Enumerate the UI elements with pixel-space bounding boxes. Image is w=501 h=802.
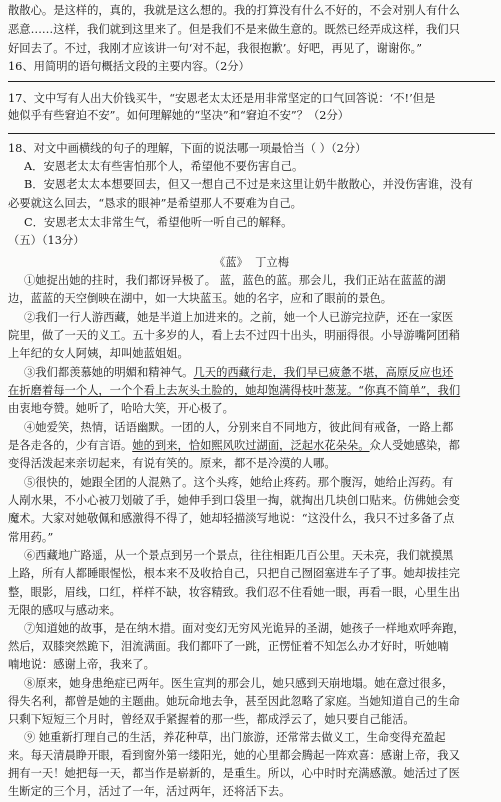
question-18-stem: 18、对文中画横线的句子的理解，下面的说法哪一项最恰当（ ）（2分） — [8, 142, 367, 155]
story-line-text: ③我们都羡慕她的明媚和精神气。 — [24, 366, 194, 379]
story-line: ⑨ 她重新打理自己的生活，养花种草，出门旅游，还常常去做义工，生命变得充盈起 — [24, 731, 446, 744]
underlined-sentence-cont: 在折磨着每一个人，一个个看上去灰头土脸的，她却饱满得枝叶葱茏。“你真不简单”，我们 — [8, 384, 461, 397]
story-title: 《蓝》 — [214, 256, 248, 269]
story-line — [8, 439, 495, 454]
story-line: 整，眼影，眉线，口红，样样不缺，妆容精致。我们忍不住看她一眼，再看一眼，心里生出 — [8, 586, 460, 599]
question-16: 16、用简明的语句概括文段的主要内容。（2分） — [8, 60, 250, 73]
story-line: 生断定的三个月，活过了一年，活过两年，还将活下去。 — [8, 785, 291, 798]
story-line: 来。每天清晨睁开眼，看到窗外第一缕阳光，她的心里都会腾起一阵欢喜：感谢上帝，我又 — [8, 749, 460, 762]
story-line: ④她爱笑，热情，话语幽默。一团的人，分别来自不同地方，彼此间有戒备，一路上都 — [24, 421, 454, 434]
question-17-line: 她似乎有些窘迫不安”。如何理解她的“坚决”和“窘迫不安”？（2分） — [8, 109, 350, 122]
section-heading: （五）（13分） — [8, 234, 85, 247]
story-line-text: 是各走各的，少有言语。 — [8, 439, 133, 452]
story-line: 得失名利，都曾是她的主题曲。她玩命地去争，甚至因此忽略了家庭。当她知道自己的生命 — [8, 695, 460, 708]
story-author: 丁立梅 — [255, 256, 289, 269]
story-line: 喃地说：感谢上帝，我来了。 — [8, 658, 155, 671]
story-line: 院里，做了一天的义工。五十多岁的人，看上去不过四十出头，明丽得很。小导游嘴阿团稍 — [8, 329, 460, 342]
passage-line: 恶意……这样，我们就到这里来了。但是我们不是来做生意的。既然已经弄成这样，我们只 — [8, 23, 460, 36]
story-line: 边，蓝蓝的天空倒映在湖中，如一大块蓝玉。她的名字，应和了眼前的景色。 — [8, 292, 393, 305]
story-heading — [8, 256, 495, 271]
story-line: 变得活泼起来亲切起来，有说有笑的。原来，都不是冷漠的人哪。 — [8, 457, 336, 470]
story-line: ①她捉出她的拄时，我们都讶异极了。 蓝，蓝色的蓝。那会儿，我们正站在蓝蓝的湖 — [24, 274, 446, 287]
story-line: 上年纪的女人阿姨，却叫她蓝姐姐。 — [8, 347, 189, 360]
story-line: 拥有一天！她把每一天，都当作是崭新的，是重生。所以，心中时时充满感激。她活过了医 — [8, 767, 460, 780]
story-line: 魔术。大家对她敬佩和感激得不得了，她却轻描淡写地说：“这没什么，我只不过多备了点 — [8, 512, 455, 525]
story-line: 上路，所有人都睡眼惺忪，根本来不及收拾自己，只把自己囫囵塞进车子了事。她却拔挂完 — [8, 567, 460, 580]
story-line: ⑥西藏地广路遥，从一个景点到另一个景点，往往相距几百公里。天未亮，我们就摸黑 — [24, 549, 454, 562]
option-c: C．安恩老太太非常生气，希望他听一听自己的解释。 — [24, 216, 293, 229]
passage-line: 好回去了。不过，我刚才应该讲一句‘对不起，我很抱歉’。好吧，再见了，谢谢你。” — [8, 42, 422, 55]
story-line: 由衷地夸赞。她听了，哈哈大笑，开心极了。 — [8, 402, 234, 415]
underlined-sentence: 几天的西藏行走，我们早已疲惫不堪，高原反应也还 — [193, 366, 454, 379]
story-line: ⑦知道她的故事，是在纳木措。面对变幻无穷风光诡异的圣湖，她孩子一样地欢呼奔跑， — [24, 622, 465, 635]
story-line — [24, 366, 495, 381]
option-a: A．安恩老太太有些害怕那个人，希望他不要伤害自己。 — [24, 160, 304, 173]
story-line: ⑤很快的，她跟全团的人混熟了。这个头疼，她给止疼药。那个腹泻，她给止泻药。有 — [24, 476, 454, 489]
story-line: 然后，双膝突然跪下，泪流满面。我们都吓了一跳，正愣怔着不知怎么办才好时，听她喃 — [8, 640, 449, 653]
story-line-text: 众人受她感染，都 — [369, 439, 460, 452]
story-line: 常用药。” — [8, 531, 54, 544]
underlined-sentence: 她的到来，恰如熙风吹过湖面，泛起水花朵朵。 — [132, 439, 370, 452]
story-line: ②我们一行人游西藏，她是半道上加进来的。之前，她一个人已游完拉萨，还在一家医 — [24, 311, 454, 324]
story-line: 无限的感叹与感动来。 — [8, 604, 121, 617]
story-line: 只剩下短短三个月时，曾经双手紧握着的那一些，都成浮云了，她只要自己能活。 — [8, 713, 415, 726]
story-line: 人剐水果，不小心被刀划破了手，她伸手到口袋里一掏，就掏出几块创口贴来。仿佛她会变 — [8, 494, 460, 507]
question-17-line: 17、文中写有人出大价钱买牛，“安恩老太太还是用非常坚定的口气回答说：‘不!’但是 — [8, 92, 436, 105]
answer-line — [8, 81, 495, 82]
answer-line — [8, 133, 495, 134]
story-line: ⑧原来，她身患绝症已两年。医生宣判的那会儿，她只感到天崩地塌。她在意过很多， — [24, 677, 454, 690]
passage-line: 散散心。是这样的，真的，我就是这么想的。我的打算没有什么不好的，不会对别人有什么 — [8, 4, 460, 17]
option-b: B．安恩老太太本想要回去，但又一想自己不过是来这里让奶牛散散心，并没伤害谁，没有 — [24, 178, 473, 191]
option-b-cont: 必要就这么回去，“恳求的眼神”是希望那人不要难为自己。 — [8, 197, 302, 210]
